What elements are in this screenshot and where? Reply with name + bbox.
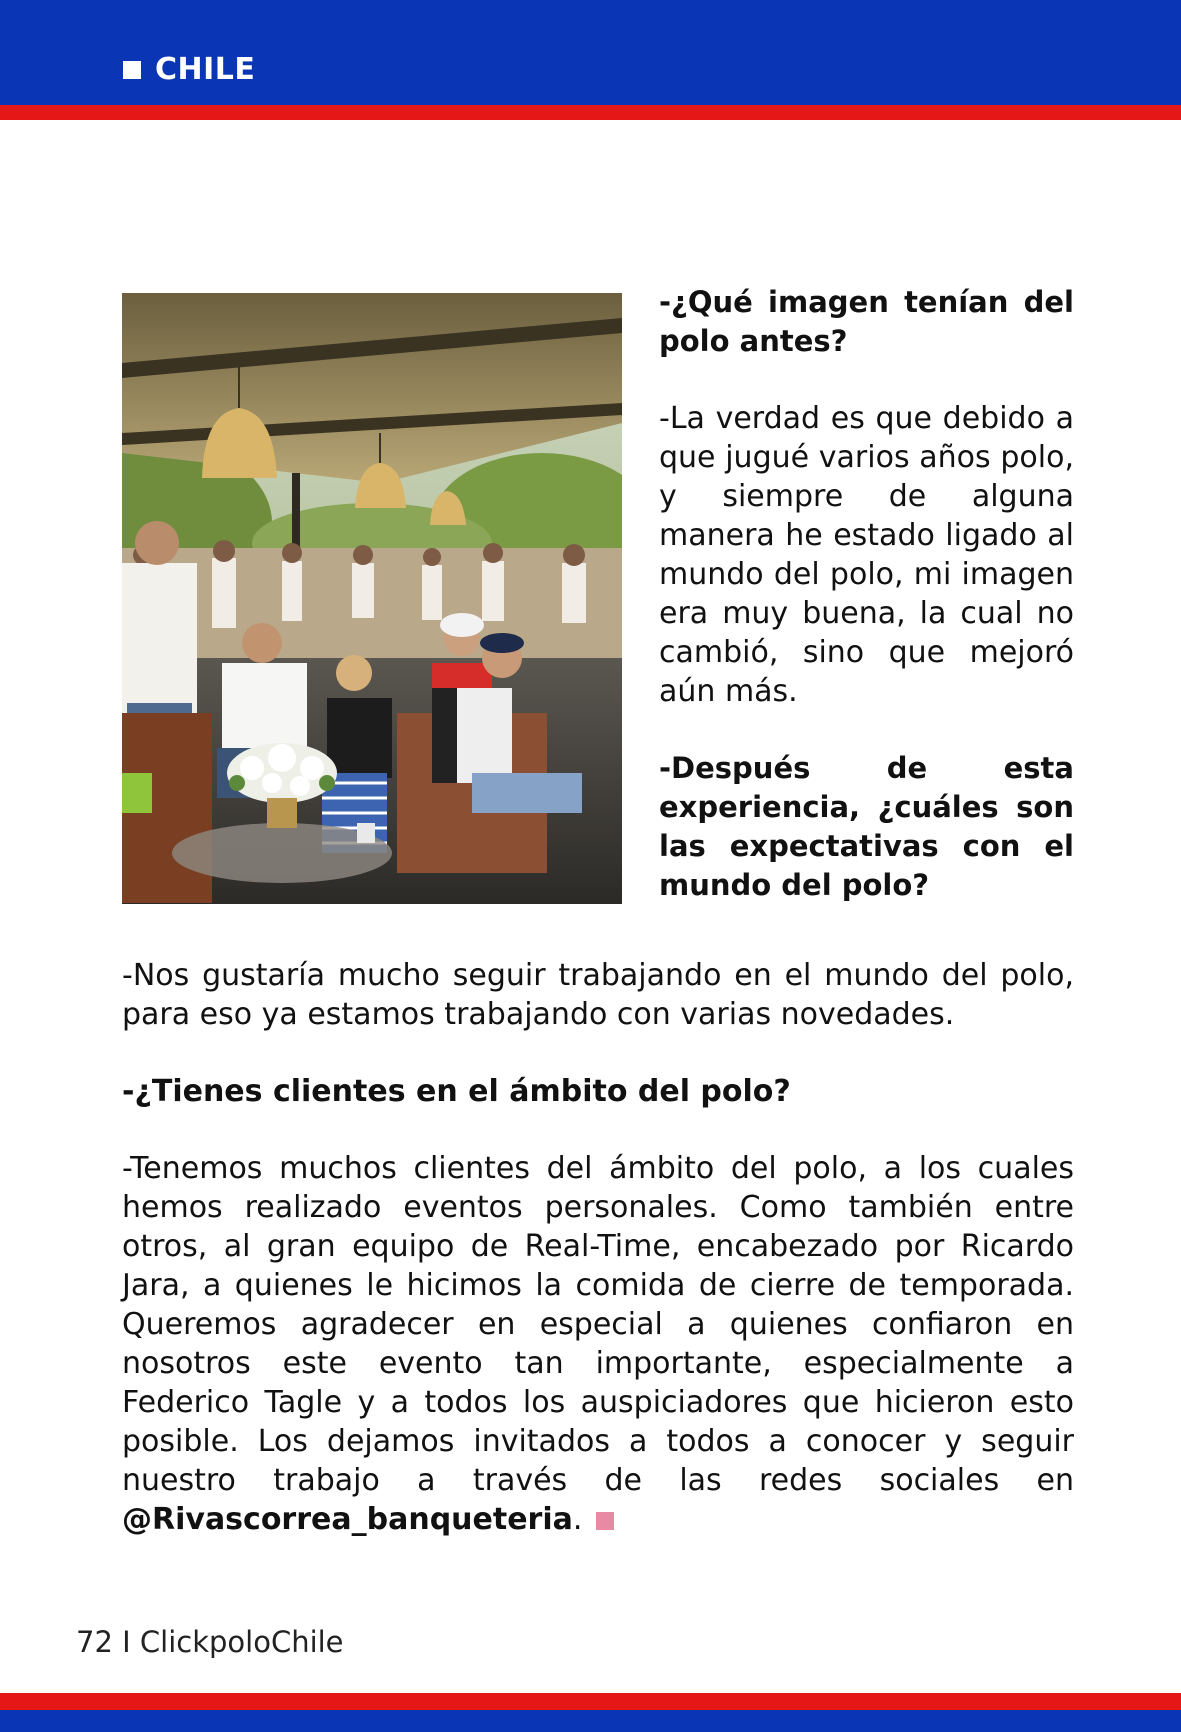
- header-red-stripe: [0, 105, 1181, 120]
- full-width-column: [122, 956, 1074, 1539]
- section-label: CHILE: [155, 52, 256, 87]
- answer-2: -Nos gustaría mucho seguir trabajando en el mundo del polo, para eso ya estamos trabajando con varias novedades.: [122, 958, 1074, 1032]
- page-footer-label: 72 I ClickpoloChile: [76, 1625, 344, 1659]
- footer-blue-band: [0, 1710, 1181, 1732]
- event-photo: [122, 293, 622, 904]
- answer-3: [122, 1149, 1074, 1539]
- social-handle[interactable]: @Rivascorrea_banqueteria: [122, 1502, 573, 1537]
- section-tag: [123, 52, 255, 87]
- answer-3-suffix: .: [572, 1502, 583, 1537]
- question-1: -¿Qué imagen tenían del polo antes?: [659, 285, 1074, 358]
- answer-1: -La verdad es que debido a que jugué varios años polo, y siempre de alguna manera he estado ligado al mundo del polo, mi imagen era muy buena, la cual no cambió, sino que mejoró aún más.: [659, 401, 1074, 709]
- footer-red-stripe: [0, 1693, 1181, 1710]
- right-column: [659, 283, 1074, 905]
- square-bullet-icon: [123, 61, 141, 79]
- answer-3-text: -Tenemos muchos clientes del ámbito del polo, a los cuales hemos realizado eventos personales. Como también entre otros, al gran equipo de Real-Time, encabezado por Ricardo Jara, a quienes le hicimos la comida de cierre de temporada. Queremos agradecer en especial a quienes confiaron en nosotros este evento tan importante, especialmente a Federico Tagle y a todos los auspiciadores que hicieron esto posible. Los dejamos invitados a todos a conocer y seguir nuestro trabajo a través de las redes sociales en: [122, 1151, 1074, 1498]
- end-square-icon: [596, 1512, 614, 1530]
- question-3: -¿Tienes clientes en el ámbito del polo?: [122, 1074, 791, 1109]
- question-2: -Después de esta experiencia, ¿cuáles son las expectativas con el mundo del polo?: [659, 751, 1074, 902]
